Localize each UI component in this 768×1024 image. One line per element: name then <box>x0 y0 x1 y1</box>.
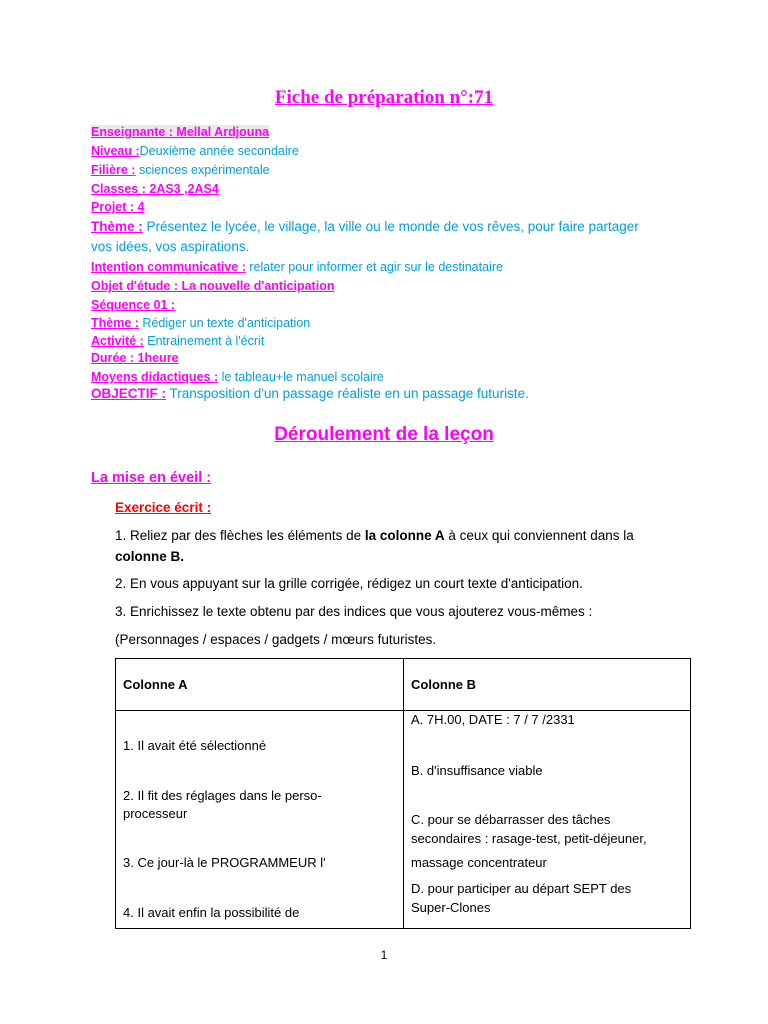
filiere-value: sciences expérimentale <box>135 163 270 177</box>
meta-objectif <box>91 386 529 401</box>
theme2-label: Thème : <box>91 316 139 330</box>
page-number: 1 <box>380 948 388 962</box>
col-a-item-2: 2. Il fit des réglages dans le perso- <box>123 788 322 803</box>
col-b-cell <box>404 711 691 929</box>
col-a-header: Colonne A <box>123 677 188 692</box>
col-a-item-2-cont: processeur <box>123 806 188 821</box>
meta-projet <box>91 200 145 214</box>
meta-theme-2 <box>91 316 310 330</box>
col-b-item-d-cont: Super-Clones <box>411 900 491 915</box>
activite-label: Activité : <box>91 334 144 348</box>
meta-enseignante <box>91 125 269 139</box>
filiere-label: Filière : <box>91 163 136 177</box>
col-a-item-1: 1. Il avait été sélectionné <box>123 738 267 753</box>
theme-value-line2: vos idées, vos aspirations. <box>91 239 250 254</box>
table-row <box>116 711 691 929</box>
table-header-col-a <box>116 659 404 711</box>
objet-label: Objet d'étude : La nouvelle d'anticipation <box>91 279 335 293</box>
meta-duree <box>91 351 179 365</box>
instruction-1-c: à ceux qui conviennent dans la <box>444 528 634 543</box>
col-a-item-4: 4. Il avait enfin la possibilité de <box>123 905 300 920</box>
col-b-item-c-cont: secondaires : rasage-test, petit-déjeuner, <box>411 831 647 846</box>
instruction-4: (Personnages / espaces / gadgets / mœurs futuristes. <box>115 632 437 647</box>
matching-table <box>115 658 691 929</box>
theme-value-line1: Présentez le lycée, le village, la ville ou le monde de vos rêves, pour faire partager <box>142 219 639 234</box>
moyens-value: le tableau+le manuel scolaire <box>218 370 384 384</box>
duree-label: Durée : 1heure <box>91 351 179 365</box>
objectif-value: Transposition d'un passage réaliste en un passage futuriste. <box>166 386 529 401</box>
meta-sequence <box>91 298 175 312</box>
meta-theme-1 <box>91 219 639 234</box>
instruction-1-b: la colonne A <box>364 528 445 543</box>
intention-label: Intention communicative : <box>91 260 246 274</box>
theme-label: Thème : <box>91 219 143 234</box>
enseignante-label: Enseignante : Mellal Ardjouna <box>91 125 270 139</box>
col-a-item-3: 3. Ce jour-là le PROGRAMMEUR l' <box>123 855 326 870</box>
niveau-label: Niveau : <box>91 144 140 158</box>
niveau-value: Deuxième année secondaire <box>139 144 299 158</box>
lesson-heading: Déroulement de la leçon <box>274 424 494 445</box>
moyens-label: Moyens didactiques : <box>91 370 219 384</box>
activite-value: Entrainement à l'écrit <box>143 334 265 348</box>
col-b-item-b: B. d'insuffisance viable <box>411 763 543 778</box>
table-header-col-b <box>404 659 691 711</box>
objectif-label: OBJECTIF : <box>91 386 167 401</box>
col-b-item-a: A. 7H.00, DATE : 7 / 7 /2331 <box>411 712 575 727</box>
meta-classes <box>91 182 219 196</box>
col-b-item-c: C. pour se débarrasser des tâches <box>411 812 611 827</box>
page-title: Fiche de préparation n°:71 <box>274 87 494 108</box>
meta-objet <box>91 279 334 293</box>
instruction-3: 3. Enrichissez le texte obtenu par des indices que vous ajouterez vous-mêmes : <box>115 604 593 619</box>
col-b-header: Colonne B <box>411 677 476 692</box>
meta-filiere <box>91 163 270 177</box>
instruction-1 <box>115 528 634 543</box>
col-b-item-d: D. pour participer au départ SEPT des <box>411 881 632 896</box>
instruction-2: 2. En vous appuyant sur la grille corrigée, rédigez un court texte d'anticipation. <box>115 576 583 591</box>
projet-label: Projet : 4 <box>91 200 145 214</box>
col-a-cell <box>116 711 404 929</box>
meta-activite <box>91 334 264 348</box>
meta-niveau <box>91 144 299 158</box>
col-b-item-c-cont2: massage concentrateur <box>411 855 547 870</box>
instruction-1-a: 1. Reliez par des flèches les éléments de <box>115 528 365 543</box>
intention-value: relater pour informer et agir sur le destinataire <box>245 260 503 274</box>
classes-label: Classes : 2AS3 ,2AS4 <box>91 182 219 196</box>
meta-intention <box>91 260 503 274</box>
table-header-row <box>116 659 691 711</box>
sequence-label: Séquence 01 : <box>91 298 176 312</box>
theme2-value: Rédiger un texte d'anticipation <box>138 316 311 330</box>
instruction-1-d: colonne B. <box>115 549 185 564</box>
exercise-label: Exercice écrit : <box>115 500 212 515</box>
meta-moyens <box>91 370 384 384</box>
mise-en-eveil-heading: La mise en éveil : <box>91 470 212 486</box>
